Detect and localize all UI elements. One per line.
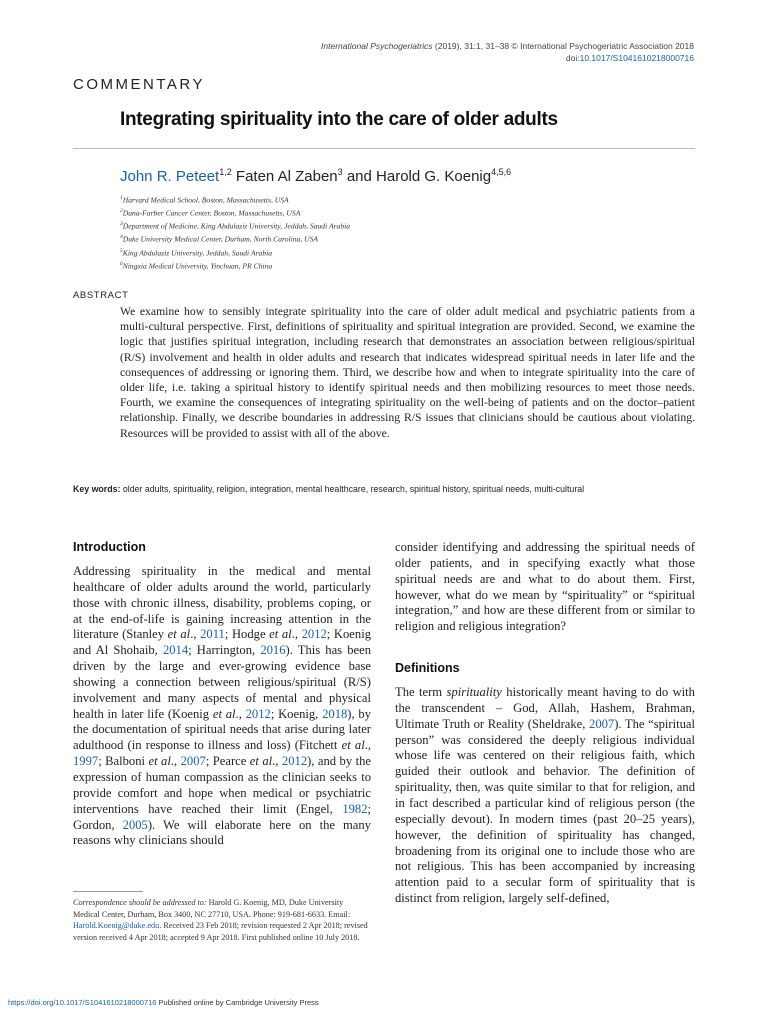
- citation-link[interactable]: 2005: [122, 817, 148, 832]
- author-list: [120, 167, 511, 185]
- journal-name: International Psychogeriatrics: [321, 41, 433, 51]
- article-title: Integrating spirituality into the care of older adults: [120, 109, 558, 130]
- intro-continuation: consider identifying and addressing the spiritual needs of older patients, and in specifying exactly what those spiritual needs are and what to do about them. First, however, what do we mean by “spirituality” or “spiritual integration,” and how are these different from or similar to religion and religious integration?: [395, 540, 695, 634]
- affiliations: [120, 193, 350, 272]
- citation-link[interactable]: 2012: [281, 754, 308, 769]
- definitions-heading: Definitions: [395, 661, 460, 676]
- abstract-label: ABSTRACT: [73, 290, 129, 301]
- citation-link[interactable]: 2012: [245, 706, 271, 721]
- running-header: [321, 40, 694, 64]
- affiliation: $^2$Dana-Farber Cancer Center, Boston, Massachusetts, USA: [120, 208, 301, 218]
- citation-link[interactable]: 2007: [180, 754, 206, 769]
- affiliation: $^4$Duke University Medical Center, Durham, North Carolina, USA: [120, 234, 319, 244]
- affiliation: $^3$Department of Medicine, King Abdulaziz University, Jeddah, Saudi Arabia: [120, 221, 351, 231]
- citation-link[interactable]: 2018: [322, 706, 348, 721]
- author-sup: 3: [337, 167, 343, 177]
- left-column: [73, 540, 371, 849]
- affiliation: $^6$Ningxia Medical University, Yinchuan, PR China: [120, 260, 273, 271]
- footnote-divider: [73, 891, 143, 892]
- email-link[interactable]: Harold.Koenig@duke.edu: [73, 921, 160, 931]
- correspondence-note: Correspondence should be addressed to: Harold G. Koenig, MD, Duke University Medical Center, Durham, Box 3400, NC 27710, USA. Phone: 919-681-6633. Email: Harold.Koenig@duke.edu. Received 23 Feb 2018; revision requested 2 Apr 2018; revised version received 4 Apr 2018; accepted 9 Apr 2018. First published online 10 July 2018.: [73, 898, 368, 943]
- author-name: and Harold G. Koenig: [342, 168, 492, 185]
- section-label: COMMENTARY: [73, 76, 205, 93]
- citation: (2019), 31:1, 31–38 © International Psychogeriatric Association 2018: [432, 41, 694, 51]
- author-name: Faten Al Zaben: [231, 168, 338, 185]
- affiliation: $^1$Harvard Medical School, Boston, Massachusetts, USA: [120, 195, 289, 205]
- introduction-paragraph: Addressing spirituality in the medical and mental healthcare of older adults around the world, particularly those with chronic illness, disability, problems coping, or at the end-of-life is gaining increasing attention in the literature (Stanley et al., 2011; Hodge et al., 2012; Koenig and Al Shohaib, 2014; Harrington, 2016). This has been driven by the large and ever-growing evidence base showing a connection between religious/spiritual (R/S) involvement and many aspects of mental and physical health in later life (Koenig et al., 2012; Koenig, 2018), by the documentation of spiritual needs that arise during later adulthood (in response to illness and loss) (Fitchett et al., 1997; Balboni et al., 2007; Pearce et al., 2012), and by the expression of human compassion as the clinician seeks to provide comfort and hope when medical or psychiatric interventions have reached their limit (Engel, 1982; Gordon, 2005). We will elaborate here on the many reasons why clinicians should: [73, 564, 371, 848]
- citation-link[interactable]: 2007: [589, 716, 615, 731]
- author-sup: 1,2: [219, 167, 232, 177]
- keywords-text: older adults, spirituality, religion, integration, mental healthcare, research, spiritual history, spiritual needs, multi-cultural: [120, 484, 585, 494]
- abstract-text: We examine how to sensibly integrate spirituality into the care of older adult medical and psychiatric patients from a multi-cultural perspective. First, definitions of spirituality and spiritual integration are provided. Second, we examine the logic that justifies spiritual integration, including research that demonstrates an association between religious/spiritual (R/S) involvement and health in older adults and research that indicates widespread spiritual needs in later life and the consequences of addressing or ignoring them. Third, we describe how and when to integrate spirituality into the care of older life, i.e. taking a spiritual history to identify spiritual needs and then mobilizing resources to meet those needs. Fourth, we examine the consequences of integrating spirituality on the well-being of patients and on the doctor–patient relationship. Finally, we describe boundaries in addressing R/S issues that clinicians should be cautious about violating. Resources will be provided to assist with all of the above.: [120, 305, 695, 440]
- affiliation: $^5$King Abdulaziz University, Jeddah, Saudi Arabia: [120, 247, 273, 258]
- citation-link[interactable]: 2011: [200, 627, 225, 642]
- citation-link[interactable]: 2012: [301, 627, 327, 642]
- citation-link[interactable]: 2016: [260, 643, 286, 658]
- keywords-label: Key words:: [73, 484, 121, 494]
- citation-link[interactable]: 1997: [73, 754, 99, 769]
- footer-text: Published online by Cambridge University Press: [156, 998, 319, 1007]
- footer-doi-link[interactable]: https://doi.org/10.1017/S1041610218000716: [8, 998, 157, 1007]
- definitions-paragraph: The term spirituality historically meant having to do with the transcendent – God, Allah, Hashem, Brahman, Ultimate Truth or Reality (Sheldrake, 2007). The “spiritual person” was considered the deeply religious individual whose life was centered on their religious faith, which guided their outlook and behavior. The definition of spirituality, then, was quite similar to that for religion, and in fact described a particular kind of religious person (the especially devout). In modern times (past 20–25 years), however, the definition of spirituality has changed, broadening from its original one to include those who are not religious. This has been accompanied by increasing attention paid to a secular form of spirituality that is distinct from religion, largely self-defined,: [395, 685, 695, 906]
- author-link[interactable]: John R. Peteet: [120, 168, 220, 185]
- citation-link[interactable]: 2014: [162, 643, 189, 658]
- right-column: [395, 540, 695, 907]
- keywords: [73, 484, 584, 494]
- citation-link[interactable]: 1982: [342, 801, 368, 816]
- page-footer: [8, 998, 319, 1007]
- author-sup: 4,5,6: [491, 167, 512, 177]
- doi-prefix: doi:: [565, 53, 580, 63]
- title-divider: [73, 148, 695, 149]
- introduction-heading: Introduction: [73, 540, 146, 554]
- doi-link[interactable]: 10.1017/S1041610218000716: [579, 53, 694, 63]
